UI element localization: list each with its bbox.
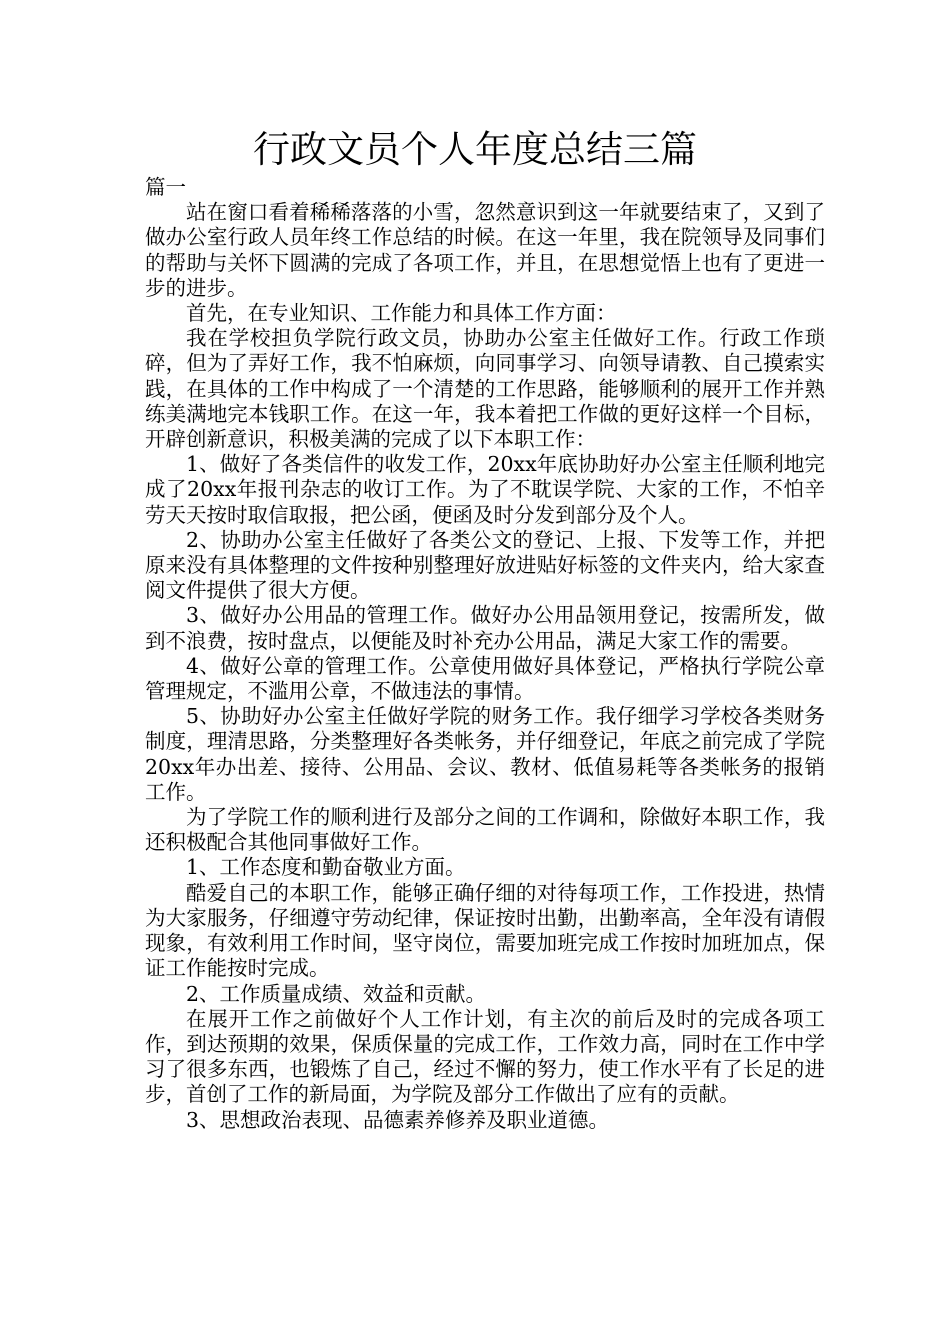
paragraph: 在展开工作之前做好个人工作计划，有主次的前后及时的完成各项工作，到达预期的效果，保质保量的完成工作，工作效力高，同时在工作中学习了很多东西，也锻炼了自己，经过不懈的努力，使工作水平有了长足的进步，首创了工作的新局面，为学院及部分工作做出了应有的贡献。 <box>145 1006 825 1107</box>
paragraph: 2、工作质量成绩、效益和贡献。 <box>186 981 487 1006</box>
section-label: 篇一 <box>145 175 186 199</box>
paragraph: 1、做好了各类信件的收发工作，20xx年底协助好办公室主任顺利地完成了20xx年报刊杂志的收订工作。为了不耽误学院、大家的工作，不怕辛劳天天按时取信取报，把公函，便函及时分发到部分及个人。 <box>145 452 825 527</box>
paragraph: 酷爱自己的本职工作，能够正确仔细的对待每项工作，工作投进，热情为大家服务，仔细遵守劳动纪律，保证按时出勤，出勤率高，全年没有请假现象，有效利用工作时间，坚守岗位，需要加班完成工作按时加班加点，保证工作能按时完成。 <box>145 880 825 981</box>
paragraph: 2、协助办公室主任做好了各类公文的登记、上报、下发等工作，并把原来没有具体整理的文件按种别整理好放进贴好标签的文件夹内，给大家查阅文件提供了很大方便。 <box>145 527 825 603</box>
paragraph: 3、做好办公用品的管理工作。做好办公用品领用登记，按需所发，做到不浪费，按时盘点，以便能及时补充办公用品，满足大家工作的需要。 <box>145 603 825 653</box>
paragraph: 为了学院工作的顺利进行及部分之间的工作调和，除做好本职工作，我还积极配合其他同事做好工作。 <box>145 805 825 855</box>
paragraph: 首先，在专业知识、工作能力和具体工作方面： <box>186 301 617 326</box>
paragraph: 4、做好公章的管理工作。公章使用做好具体登记，严格执行学院公章管理规定，不滥用公章，不做违法的事情。 <box>145 653 825 704</box>
paragraph: 5、协助好办公室主任做好学院的财务工作。我仔细学习学校各类财务制度，理清思路，分类整理好各类帐务，并仔细登记，年底之前完成了学院20xx年办出差、接待、公用品、会议、教材、低值易耗等各类帐务的报销工作。 <box>145 704 825 804</box>
paragraph: 我在学校担负学院行政文员，协助办公室主任做好工作。行政工作琐碎，但为了弄好工作，我不怕麻烦，向同事学习、向领导请教、自己摸索实践，在具体的工作中构成了一个清楚的工作思路，能够顺利的展开工作并熟练美满地完本钱职工作。在这一年，我本着把工作做的更好这样一个目标，开辟创新意识，积极美满的完成了以下本职工作： <box>145 326 825 452</box>
paragraph: 站在窗口看着稀稀落落的小雪，忽然意识到这一年就要结束了，又到了做办公室行政人员年终工作总结的时候。在这一年里，我在院领导及同事们的帮助与关怀下圆满的完成了各项工作，并且，在思想觉悟上也有了更进一步的进步。 <box>145 200 825 300</box>
paragraph: 3、思想政治表现、品德素养修养及职业道德。 <box>186 1107 610 1132</box>
document-body <box>145 175 825 1133</box>
paragraph: 1、工作态度和勤奋敬业方面。 <box>186 855 466 880</box>
document-title: 行政文员个人年度总结三篇 <box>253 128 697 171</box>
